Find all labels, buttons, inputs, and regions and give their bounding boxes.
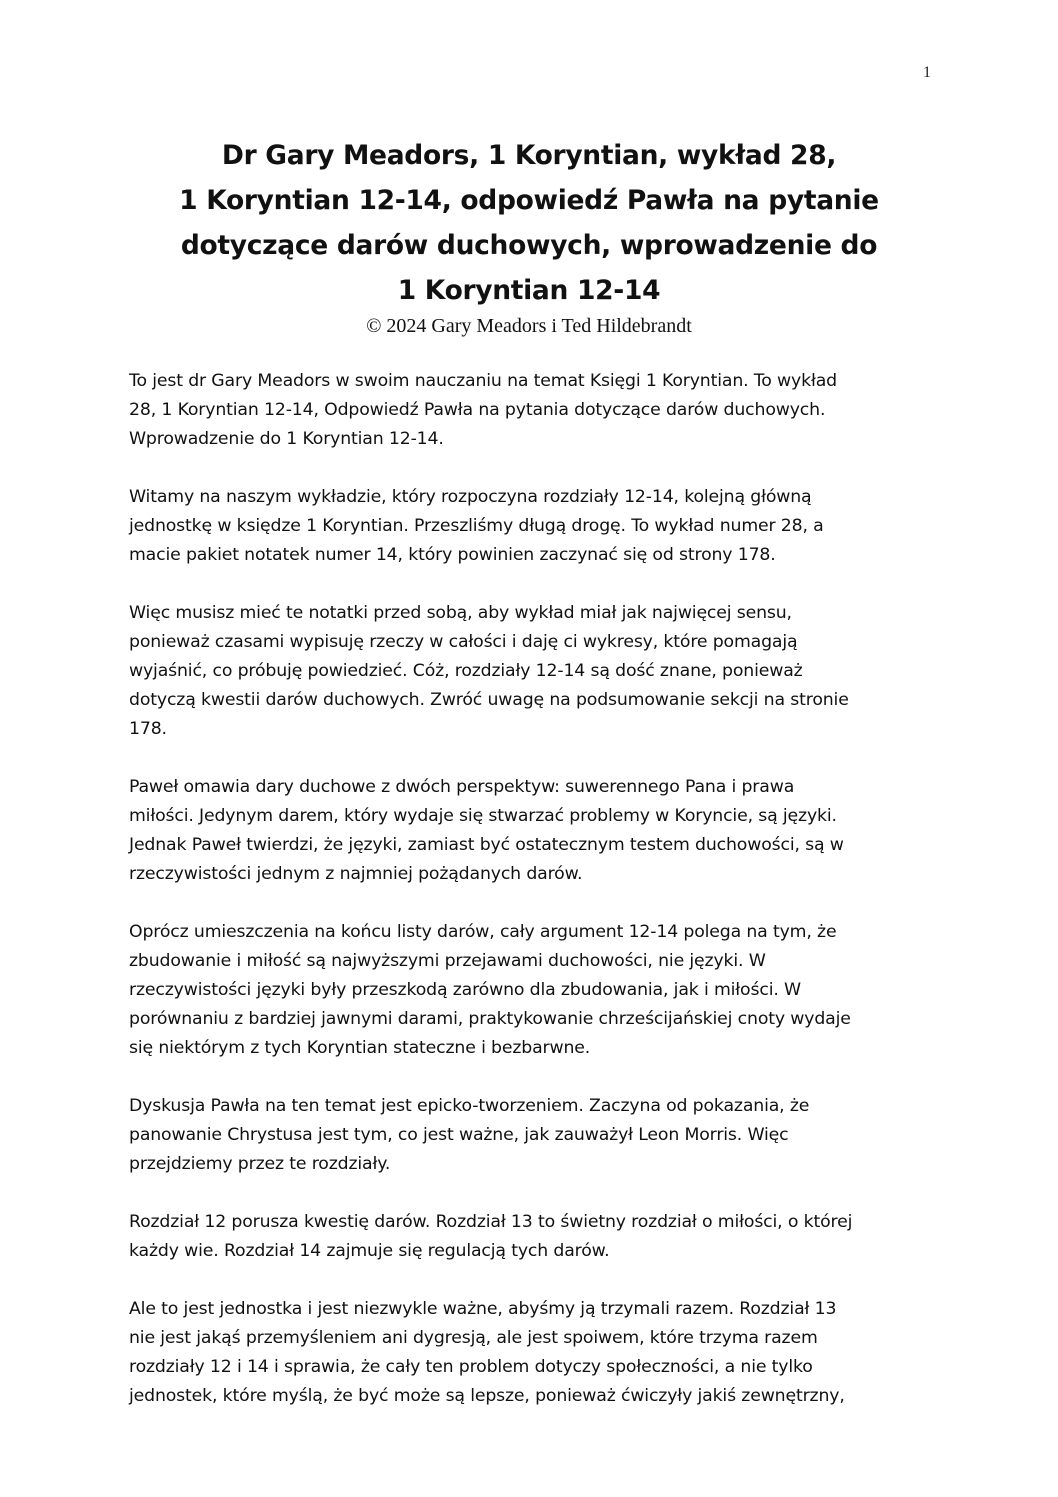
page-number: 1 — [923, 64, 931, 81]
paragraph-discussion — [129, 1092, 949, 1179]
paragraph-argument — [129, 918, 949, 1063]
text-line: Dyskusja Pawła na ten temat jest epicko-tworzeniem. Zaczyna od pokazania, że — [129, 1096, 810, 1116]
text-line: jednostek, które myślą, że być może są lepsze, ponieważ ćwiczyły jakiś zewnętrzny, — [129, 1386, 845, 1406]
text-line: 28, 1 Koryntian 12-14, Odpowiedź Pawła na pytania dotyczące darów duchowych. — [129, 400, 826, 420]
body-text — [129, 367, 949, 1440]
text-line: Paweł omawia dary duchowe z dwóch perspektyw: suwerennego Pana i prawa — [129, 777, 795, 797]
title-line: dotyczące darów duchowych, wprowadzenie do — [180, 230, 878, 261]
text-line: jednostkę w księdze 1 Koryntian. Przeszliśmy długą drogę. To wykład numer 28, a — [129, 516, 824, 536]
text-line: Więc musisz mieć te notatki przed sobą, aby wykład miał jak najwięcej sensu, — [129, 603, 792, 623]
copyright-line: © 2024 Gary Meadors i Ted Hildebrandt — [366, 315, 692, 337]
text-line: Witamy na naszym wykładzie, który rozpoczyna rozdziały 12-14, kolejną główną — [129, 487, 812, 507]
text-line: rozdziały 12 i 14 i sprawia, że cały ten problem dotyczy społeczności, a nie tylko — [129, 1357, 813, 1377]
paragraph-welcome — [129, 483, 949, 570]
title-line: 1 Koryntian 12-14 — [397, 275, 661, 306]
text-line: ponieważ czasami wypisuję rzeczy w całości i daję ci wykresy, które pomagają — [129, 632, 798, 652]
text-line: 178. — [129, 719, 167, 739]
text-line: rzeczywistości jednym z najmniej pożądanych darów. — [129, 864, 583, 884]
text-line: To jest dr Gary Meadors w swoim nauczaniu na temat Księgi 1 Koryntian. To wykład — [129, 371, 837, 391]
text-line: porównaniu z bardziej jawnymi darami, praktykowanie chrześcijańskiej cnoty wydaje — [129, 1009, 851, 1029]
document-title — [100, 133, 958, 313]
text-line: każdy wie. Rozdział 14 zajmuje się regulacją tych darów. — [129, 1241, 610, 1261]
paragraph-perspectives — [129, 773, 949, 889]
text-line: wyjaśnić, co próbuję powiedzieć. Cóż, rozdziały 12-14 są dość znane, ponieważ — [129, 661, 803, 681]
text-line: dotyczą kwestii darów duchowych. Zwróć uwagę na podsumowanie sekcji na stronie — [129, 690, 849, 710]
paragraph-chapters — [129, 1208, 949, 1266]
text-line: Rozdział 12 porusza kwestię darów. Rozdział 13 to świetny rozdział o miłości, o której — [129, 1212, 853, 1232]
text-line: rzeczywistości języki były przeszkodą zarówno dla zbudowania, jak i miłości. W — [129, 980, 801, 1000]
text-line: macie pakiet notatek numer 14, który powinien zaczynać się od strony 178. — [129, 545, 776, 565]
text-line: Ale to jest jednostka i jest niezwykle ważne, abyśmy ją trzymali razem. Rozdział 13 — [129, 1299, 837, 1319]
text-line: Jednak Paweł twierdzi, że języki, zamiast być ostatecznym testem duchowości, są w — [129, 835, 844, 855]
text-line: zbudowanie i miłość są najwyższymi przejawami duchowości, nie języki. W — [129, 951, 766, 971]
text-line: przejdziemy przez te rozdziały. — [129, 1154, 391, 1174]
title-line: Dr Gary Meadors, 1 Koryntian, wykład 28, — [221, 140, 837, 171]
title-line: 1 Koryntian 12-14, odpowiedź Pawła na pytanie — [179, 185, 879, 216]
text-line: panowanie Chrystusa jest tym, co jest ważne, jak zauważył Leon Morris. Więc — [129, 1125, 789, 1145]
paragraph-notes — [129, 599, 949, 744]
text-line: Wprowadzenie do 1 Koryntian 12-14. — [129, 429, 444, 449]
text-line: Oprócz umieszczenia na końcu listy darów, cały argument 12-14 polega na tym, że — [129, 922, 837, 942]
text-line: miłości. Jedynym darem, który wydaje się stwarzać problemy w Koryncie, są języki. — [129, 806, 837, 826]
text-line: się niektórym z tych Koryntian stateczne i bezbarwne. — [129, 1038, 591, 1058]
paragraph-intro — [129, 367, 949, 454]
text-line: nie jest jakąś przemyśleniem ani dygresją, ale jest spoiwem, które trzyma razem — [129, 1328, 818, 1348]
paragraph-unit — [129, 1295, 949, 1411]
